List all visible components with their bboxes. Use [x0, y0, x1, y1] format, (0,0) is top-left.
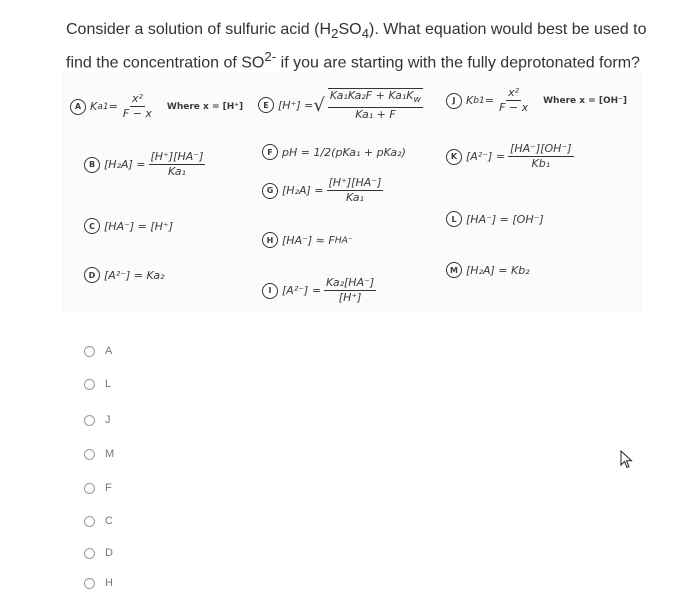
radio-button[interactable] — [84, 516, 95, 527]
radio-button[interactable] — [84, 449, 95, 460]
equation-option-l: L [HA⁻] = [OH⁻] — [446, 211, 544, 227]
equation-option-h: H [HA⁻] ≈ F HA⁻ — [262, 232, 353, 248]
mouse-cursor-icon — [620, 450, 634, 470]
choice-label: M — [105, 448, 115, 460]
choice-label: D — [105, 547, 113, 559]
equation-option-d: D [A²⁻] = Ka₂ — [84, 267, 165, 283]
choice-label: L — [105, 378, 112, 390]
choice-d[interactable] — [84, 547, 113, 559]
choice-l[interactable] — [84, 378, 111, 390]
choice-label: A — [105, 345, 113, 357]
equation-option-m: M [H₂A] = Kb₂ — [446, 262, 530, 278]
equation-option-j: J K b1 = $\frac{\text{x²}}{F - x}$ Where x = [OH⁻] — [446, 86, 627, 115]
choice-label: H — [105, 577, 113, 589]
choice-m[interactable] — [84, 448, 114, 460]
choice-j[interactable] — [84, 414, 111, 426]
equation-option-e: E [H⁺] = √ $\frac{Ka_1Ka_2F + Ka_1K_w}{\text{Ka₁ + F}}$ — [258, 88, 426, 122]
equation-option-k: K [A²⁻] = $\frac{[HA^-][OH^-]}{\text{Kb₁}}$ — [446, 142, 577, 171]
radio-button[interactable] — [84, 483, 95, 494]
equation-option-b: B [H₂A] = $\frac{[H^+][HA^-]}{\text{Ka₁}}$ — [84, 150, 208, 179]
equation-option-a: A K a1 = $\frac{\text{x²}}{F - x}$ Where x = [H⁺] — [70, 92, 243, 121]
radio-button[interactable] — [84, 578, 95, 589]
choice-a[interactable] — [84, 345, 112, 357]
radio-button[interactable] — [84, 548, 95, 559]
equation-option-g: G [H₂A] = $\frac{[H^+][HA^-]}{\text{Ka₁}}$ — [262, 176, 386, 205]
choice-label: J — [105, 414, 111, 426]
radio-button[interactable] — [84, 346, 95, 357]
equation-option-c: C [HA⁻] = [H⁺] — [84, 218, 173, 234]
choice-label: C — [105, 515, 113, 527]
choice-f[interactable] — [84, 482, 112, 494]
choice-label: F — [105, 482, 112, 494]
choice-c[interactable] — [84, 515, 113, 527]
equation-option-i: I [A²⁻] = $\frac{\text{Ka₂[HA⁻]}}{[H^+]}$ — [262, 276, 379, 305]
radio-button[interactable] — [84, 379, 95, 390]
radio-button[interactable] — [84, 415, 95, 426]
choice-h[interactable] — [84, 577, 113, 589]
equation-option-f: F pH = 1/2(pKa₁ + pKa₂) — [262, 144, 406, 160]
question-text: Consider a solution of sulfuric acid $(H_2SO_4)$. What equation would best be used to find the concentration of $SO^{2-}$ if you are starting with the fully deprotonated form? — [66, 21, 647, 72]
